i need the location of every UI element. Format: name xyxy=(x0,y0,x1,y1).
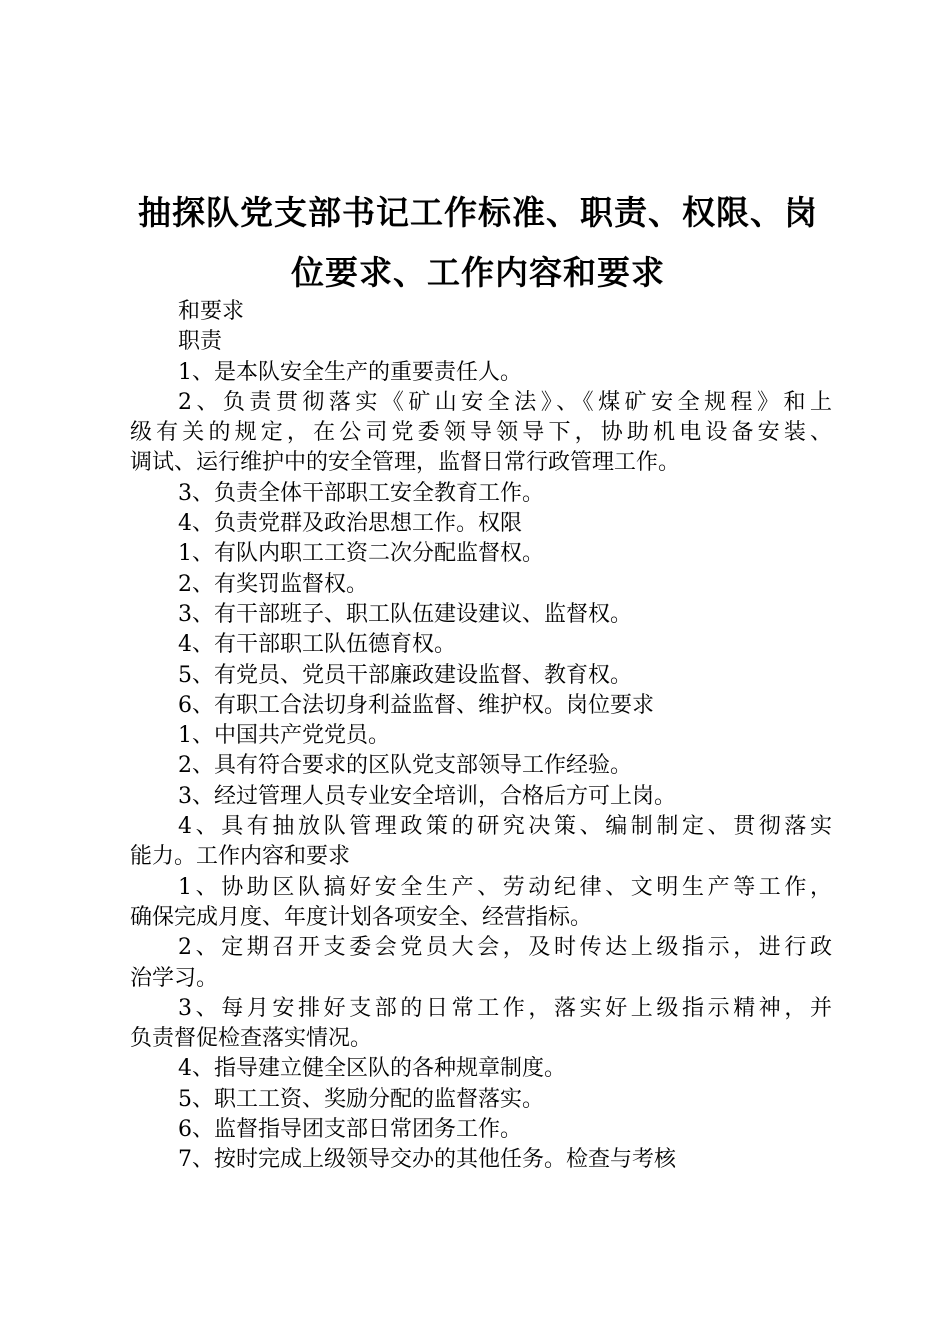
text-line: 6、有职工合法切身利益监督、维护权。岗位要求 xyxy=(178,692,654,718)
text-line: 治学习。 xyxy=(130,965,219,991)
text-line: 3、经过管理人员专业安全培训，合格后方可上岗。 xyxy=(178,783,676,809)
title-line-2: 位要求、工作内容和要求 xyxy=(291,253,665,292)
text-line: 2、有奖罚监督权。 xyxy=(178,571,368,597)
text-line: 3、负责全体干部职工安全教育工作。 xyxy=(178,480,544,506)
document-body xyxy=(130,297,832,1176)
title-line-1: 抽探队党支部书记工作标准、职责、权限、岗 xyxy=(138,193,818,232)
text-line: 3、每月安排好支部的日常工作，落实好上级指示精神，并 xyxy=(178,995,832,1021)
text-line: 1、中国共产党党员。 xyxy=(178,723,390,749)
text-line: 和要求 xyxy=(178,299,245,324)
text-line: 7、按时完成上级领导交办的其他任务。检查与考核 xyxy=(178,1147,676,1173)
text-line: 4、指导建立健全区队的各种规章制度。 xyxy=(178,1056,566,1082)
text-line: 1、有队内职工工资二次分配监督权。 xyxy=(178,541,544,567)
document-title xyxy=(120,183,836,303)
text-line: 4、具有抽放队管理政策的研究决策、编制制定、贯彻落实 xyxy=(178,814,832,840)
text-line: 4、负责党群及政治思想工作。权限 xyxy=(178,511,522,537)
text-line: 1、是本队安全生产的重要责任人。 xyxy=(178,359,522,385)
text-line: 调试、运行维护中的安全管理，监督日常行政管理工作。 xyxy=(130,450,681,476)
text-line: 确保完成月度、年度计划各项安全、经营指标。 xyxy=(130,904,593,930)
text-line: 2、具有符合要求的区队党支部领导工作经验。 xyxy=(178,753,632,779)
text-line: 职责 xyxy=(178,329,223,355)
text-line: 1、协助区队搞好安全生产、劳动纪律、文明生产等工作， xyxy=(178,874,832,900)
text-line: 负责督促检查落实情况。 xyxy=(130,1026,373,1052)
text-line: 5、有党员、党员干部廉政建设监督、教育权。 xyxy=(178,662,632,688)
text-line: 5、职工工资、奖励分配的监督落实。 xyxy=(178,1086,544,1112)
text-line: 4、有干部职工队伍德育权。 xyxy=(178,632,456,658)
text-line: 6、监督指导团支部日常团务工作。 xyxy=(178,1117,522,1143)
text-line: 能力。工作内容和要求 xyxy=(130,844,351,870)
text-line: 2、定期召开支委会党员大会，及时传达上级指示，进行政 xyxy=(178,935,832,961)
text-line: 级有关的规定，在公司党委领导领导下，协助机电设备安装、 xyxy=(130,420,832,446)
text-line: 3、有干部班子、职工队伍建设建议、监督权。 xyxy=(178,601,632,627)
text-line: 2、负责贯彻落实《矿山安全法》、《煤矿安全规程》和上 xyxy=(178,389,832,415)
